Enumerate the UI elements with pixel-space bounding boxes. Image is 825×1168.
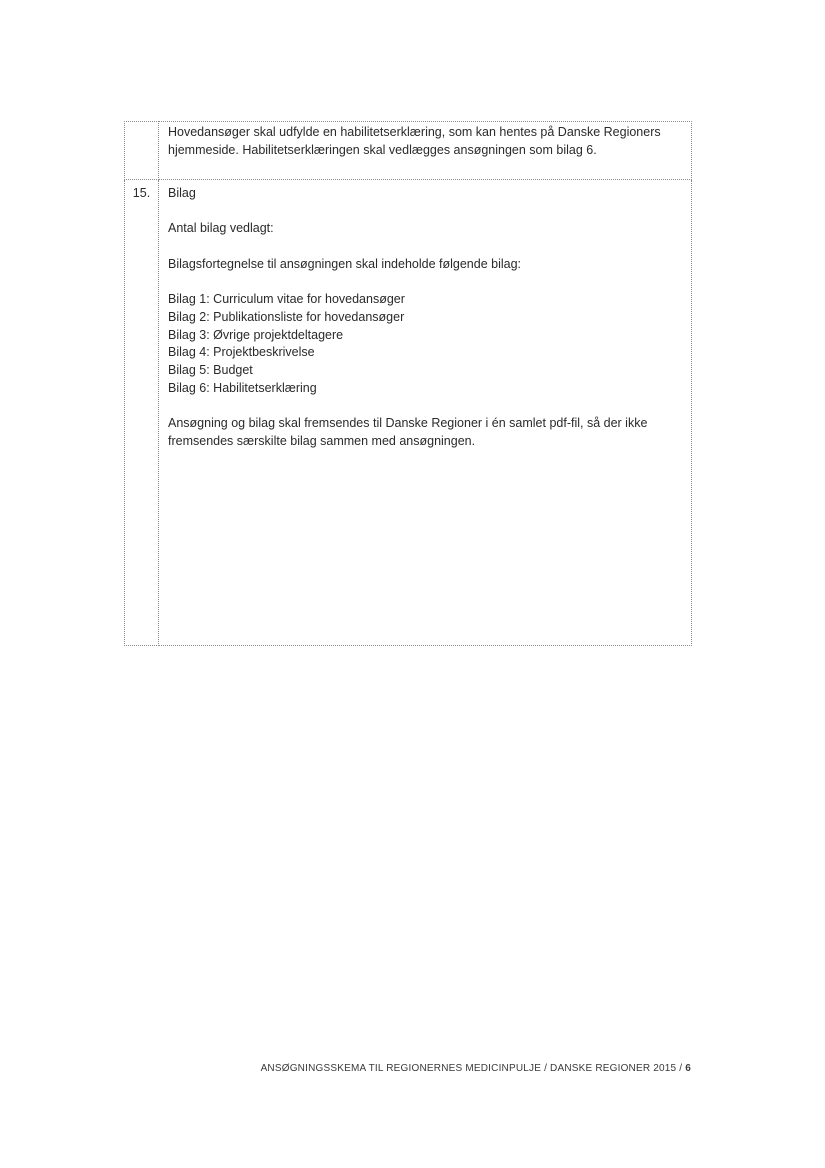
attachment-list bbox=[168, 291, 685, 397]
attachment-item: Bilag 1: Curriculum vitae for hovedansøger bbox=[168, 292, 405, 307]
attachment-item: Bilag 4: Projektbeskrivelse bbox=[168, 345, 315, 360]
bilag-text-cell bbox=[159, 180, 692, 646]
submission-note-line-1: Ansøgning og bilag skal fremsendes til Danske Regioner i én samlet pdf-fil, så der ikke bbox=[168, 416, 648, 431]
attachment-item: Bilag 2: Publikationsliste for hovedansøger bbox=[168, 309, 405, 324]
attachment-count-label[interactable]: Antal bilag vedlagt: bbox=[168, 221, 274, 236]
page-footer bbox=[261, 1063, 691, 1074]
page-number: 6 bbox=[685, 1063, 691, 1074]
habilitet-line-1: Hovedansøger skal udfylde en habilitetserklæring, som kan hentes på Danske Regioners bbox=[168, 125, 661, 139]
attachment-list-intro: Bilagsfortegnelse til ansøgningen skal indeholde følgende bilag: bbox=[168, 256, 522, 271]
habilitet-text-cell bbox=[159, 122, 692, 180]
habilitet-line-2: hjemmeside. Habilitetserklæringen skal vedlægges ansøgningen som bilag 6. bbox=[168, 142, 597, 157]
form-row-habilitet bbox=[125, 122, 692, 180]
footer-text: ANSØGNINGSSKEMA TIL REGIONERNES MEDICINPULJE / DANSKE REGIONER 2015 / bbox=[260, 1063, 686, 1074]
section-title: Bilag bbox=[168, 186, 196, 200]
attachment-item: Bilag 6: Habilitetserklæring bbox=[168, 380, 317, 395]
application-form-table bbox=[124, 121, 692, 646]
form-row-bilag bbox=[125, 180, 692, 646]
attachment-item: Bilag 3: Øvrige projektdeltagere bbox=[168, 327, 344, 342]
attachment-item: Bilag 5: Budget bbox=[168, 362, 253, 377]
section-number: 15. bbox=[125, 180, 159, 646]
submission-note-line-2: fremsendes særskilte bilag sammen med ansøgningen. bbox=[168, 433, 476, 448]
row-number-cell bbox=[125, 122, 159, 180]
